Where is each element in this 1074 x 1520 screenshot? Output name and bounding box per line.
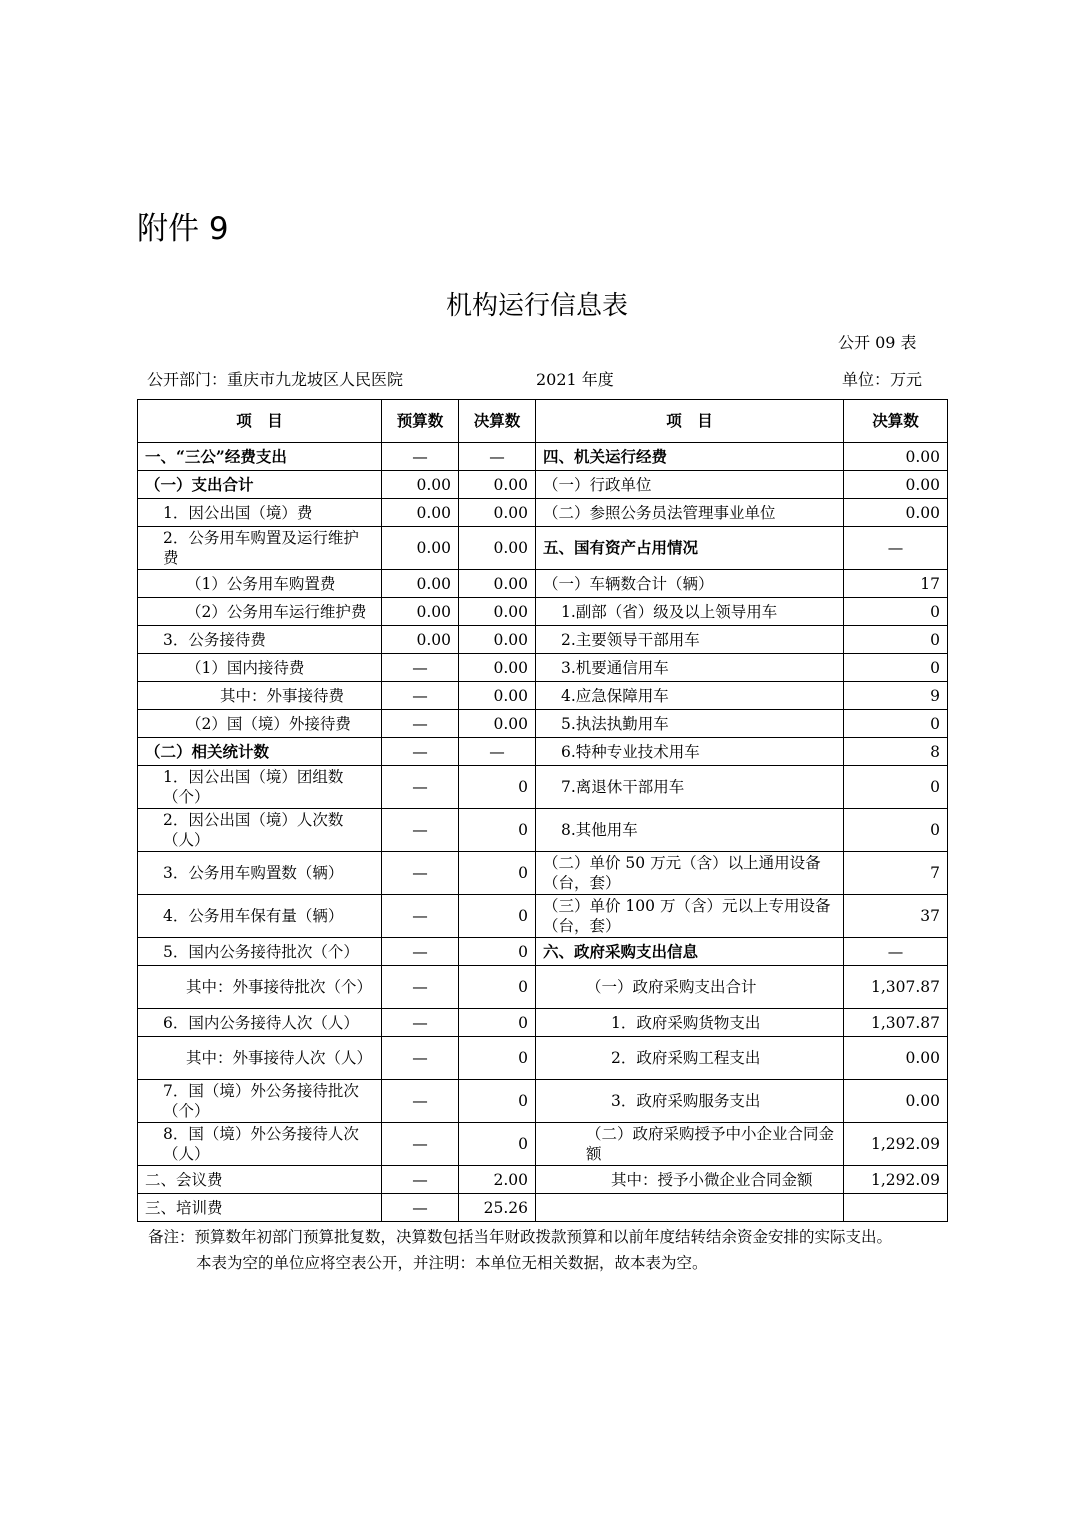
- right-row-label: 7.离退休干部用车: [536, 766, 844, 809]
- right-row-label: [536, 1194, 844, 1222]
- final-value: 0.00: [459, 654, 536, 682]
- final-value: 0: [459, 938, 536, 966]
- column-header-item-right: 项 目: [536, 400, 844, 443]
- final-value: —: [459, 738, 536, 766]
- table-row: [138, 570, 948, 598]
- budget-value: —: [382, 966, 459, 1009]
- right-final-value: 0: [844, 626, 948, 654]
- row-label: （二）相关统计数: [138, 738, 382, 766]
- row-label: 2．公务用车购置及运行维护费: [138, 527, 382, 570]
- form-code: 公开 09 表: [838, 333, 917, 352]
- budget-value: —: [382, 682, 459, 710]
- right-row-label: （一）行政单位: [536, 471, 844, 499]
- budget-value: —: [382, 738, 459, 766]
- right-final-value: 8: [844, 738, 948, 766]
- right-final-value: 0.00: [844, 443, 948, 471]
- table-row: [138, 1037, 948, 1080]
- right-row-label: 2．政府采购工程支出: [536, 1037, 844, 1080]
- row-label: （一）支出合计: [138, 471, 382, 499]
- row-label: 三、培训费: [138, 1194, 382, 1222]
- right-row-label: 3.机要通信用车: [536, 654, 844, 682]
- right-row-label: （二）政府采购授予中小企业合同金额: [536, 1123, 844, 1166]
- table-row: [138, 654, 948, 682]
- row-label: 2．因公出国（境）人次数（人）: [138, 809, 382, 852]
- right-row-label: （二）参照公务员法管理事业单位: [536, 499, 844, 527]
- row-label: 二、会议费: [138, 1166, 382, 1194]
- budget-value: 0.00: [382, 598, 459, 626]
- row-label: 6．国内公务接待人次（人）: [138, 1009, 382, 1037]
- final-value: 0: [459, 1037, 536, 1080]
- final-value: 0.00: [459, 570, 536, 598]
- right-row-label: 8.其他用车: [536, 809, 844, 852]
- final-value: 0: [459, 966, 536, 1009]
- table-row: [138, 1080, 948, 1123]
- right-final-value: 17: [844, 570, 948, 598]
- final-value: —: [459, 443, 536, 471]
- right-row-label: 3．政府采购服务支出: [536, 1080, 844, 1123]
- final-value: 0: [459, 1123, 536, 1166]
- table-row: [138, 598, 948, 626]
- budget-value: 0.00: [382, 471, 459, 499]
- final-value: 2.00: [459, 1166, 536, 1194]
- column-header-item: 项 目: [138, 400, 382, 443]
- budget-value: —: [382, 938, 459, 966]
- right-final-value: 0.00: [844, 1037, 948, 1080]
- row-label: 其中：外事接待人次（人）: [138, 1037, 382, 1080]
- right-final-value: 0.00: [844, 499, 948, 527]
- right-final-value: [844, 1194, 948, 1222]
- budget-value: —: [382, 654, 459, 682]
- right-final-value: 0: [844, 654, 948, 682]
- column-header-final-right: 决算数: [844, 400, 948, 443]
- right-row-label: （一）车辆数合计（辆）: [536, 570, 844, 598]
- page-title: 机构运行信息表: [445, 291, 628, 321]
- final-value: 0.00: [459, 471, 536, 499]
- row-label: （2）国（境）外接待费: [138, 710, 382, 738]
- year-label: 2021 年度: [536, 370, 614, 389]
- table-row: [138, 527, 948, 570]
- final-value: 0: [459, 852, 536, 895]
- row-label: 一、“三公”经费支出: [138, 443, 382, 471]
- table-row: [138, 682, 948, 710]
- table-row: [138, 966, 948, 1009]
- right-final-value: 37: [844, 895, 948, 938]
- table-row: [138, 1194, 948, 1222]
- right-final-value: 0: [844, 766, 948, 809]
- table-row: [138, 738, 948, 766]
- right-final-value: 1,292.09: [844, 1166, 948, 1194]
- table-row: [138, 895, 948, 938]
- right-row-label: 1.副部（省）级及以上领导用车: [536, 598, 844, 626]
- final-value: 0: [459, 895, 536, 938]
- right-final-value: 0: [844, 598, 948, 626]
- budget-value: —: [382, 1123, 459, 1166]
- final-value: 0.00: [459, 682, 536, 710]
- budget-value: —: [382, 710, 459, 738]
- table-row: [138, 809, 948, 852]
- row-label: 3．公务用车购置数（辆）: [138, 852, 382, 895]
- final-value: 0.00: [459, 527, 536, 570]
- row-label: 4．公务用车保有量（辆）: [138, 895, 382, 938]
- right-final-value: 1,307.87: [844, 1009, 948, 1037]
- final-value: 0: [459, 809, 536, 852]
- final-value: 0: [459, 1009, 536, 1037]
- budget-value: —: [382, 1194, 459, 1222]
- right-final-value: 0.00: [844, 471, 948, 499]
- right-row-label: 5.执法执勤用车: [536, 710, 844, 738]
- right-final-value: 0: [844, 710, 948, 738]
- budget-value: —: [382, 852, 459, 895]
- right-final-value: 1,307.87: [844, 966, 948, 1009]
- right-final-value: 9: [844, 682, 948, 710]
- final-value: 0.00: [459, 598, 536, 626]
- right-row-label: 六、政府采购支出信息: [536, 938, 844, 966]
- final-value: 0: [459, 766, 536, 809]
- right-final-value: 0.00: [844, 1080, 948, 1123]
- budget-value: 0.00: [382, 570, 459, 598]
- row-label: （2）公务用车运行维护费: [138, 598, 382, 626]
- table-row: [138, 1166, 948, 1194]
- column-header-budget: 预算数: [382, 400, 459, 443]
- table-header-row: [138, 400, 948, 443]
- final-value: 25.26: [459, 1194, 536, 1222]
- attachment-label: 附件 9: [137, 211, 229, 247]
- right-row-label: （一）政府采购支出合计: [536, 966, 844, 1009]
- right-row-label: （二）单价 50 万元（含）以上通用设备（台，套）: [536, 852, 844, 895]
- right-row-label: 6.特种专业技术用车: [536, 738, 844, 766]
- unit-label: 单位：万元: [842, 370, 923, 389]
- final-value: 0.00: [459, 626, 536, 654]
- right-row-label: （三）单价 100 万（含）元以上专用设备（台，套）: [536, 895, 844, 938]
- right-final-value: 7: [844, 852, 948, 895]
- row-label: 7．国（境）外公务接待批次（个）: [138, 1080, 382, 1123]
- column-header-final: 决算数: [459, 400, 536, 443]
- row-label: 8．国（境）外公务接待人次（人）: [138, 1123, 382, 1166]
- final-value: 0.00: [459, 499, 536, 527]
- right-row-label: 四、机关运行经费: [536, 443, 844, 471]
- row-label: 3．公务接待费: [138, 626, 382, 654]
- final-value: 0: [459, 1080, 536, 1123]
- table-row: [138, 710, 948, 738]
- final-value: 0.00: [459, 710, 536, 738]
- operation-info-table: [137, 399, 948, 1222]
- right-row-label: 其中：授予小微企业合同金额: [536, 1166, 844, 1194]
- right-row-label: 五、国有资产占用情况: [536, 527, 844, 570]
- row-label: 5．国内公务接待批次（个）: [138, 938, 382, 966]
- table-row: [138, 766, 948, 809]
- budget-value: —: [382, 809, 459, 852]
- budget-value: —: [382, 1080, 459, 1123]
- row-label: （1）国内接待费: [138, 654, 382, 682]
- right-final-value: —: [844, 527, 948, 570]
- budget-value: 0.00: [382, 626, 459, 654]
- table-row: [138, 443, 948, 471]
- table-row: [138, 499, 948, 527]
- right-final-value: 0: [844, 809, 948, 852]
- row-label: （1）公务用车购置费: [138, 570, 382, 598]
- budget-value: —: [382, 1009, 459, 1037]
- footnote-line-2: 本表为空的单位应将空表公开，并注明：本单位无相关数据，故本表为空。: [196, 1254, 708, 1272]
- budget-value: —: [382, 443, 459, 471]
- budget-value: 0.00: [382, 527, 459, 570]
- department-label: 公开部门：重庆市九龙坡区人民医院: [147, 370, 404, 389]
- table-row: [138, 938, 948, 966]
- budget-value: —: [382, 766, 459, 809]
- right-final-value: 1,292.09: [844, 1123, 948, 1166]
- footnote-line-1: 备注：预算数年初部门预算批复数，决算数包括当年财政拨款预算和以前年度结转结余资金安排的实际支出。: [148, 1228, 893, 1246]
- table-row: [138, 1009, 948, 1037]
- row-label: 其中：外事接待费: [138, 682, 382, 710]
- table-row: [138, 626, 948, 654]
- row-label: 1．因公出国（境）费: [138, 499, 382, 527]
- row-label: 1．因公出国（境）团组数（个）: [138, 766, 382, 809]
- row-label: 其中：外事接待批次（个）: [138, 966, 382, 1009]
- budget-value: 0.00: [382, 499, 459, 527]
- right-row-label: 1．政府采购货物支出: [536, 1009, 844, 1037]
- right-row-label: 2.主要领导干部用车: [536, 626, 844, 654]
- table-row: [138, 1123, 948, 1166]
- table-row: [138, 471, 948, 499]
- right-final-value: —: [844, 938, 948, 966]
- budget-value: —: [382, 895, 459, 938]
- right-row-label: 4.应急保障用车: [536, 682, 844, 710]
- table-row: [138, 852, 948, 895]
- budget-value: —: [382, 1037, 459, 1080]
- budget-value: —: [382, 1166, 459, 1194]
